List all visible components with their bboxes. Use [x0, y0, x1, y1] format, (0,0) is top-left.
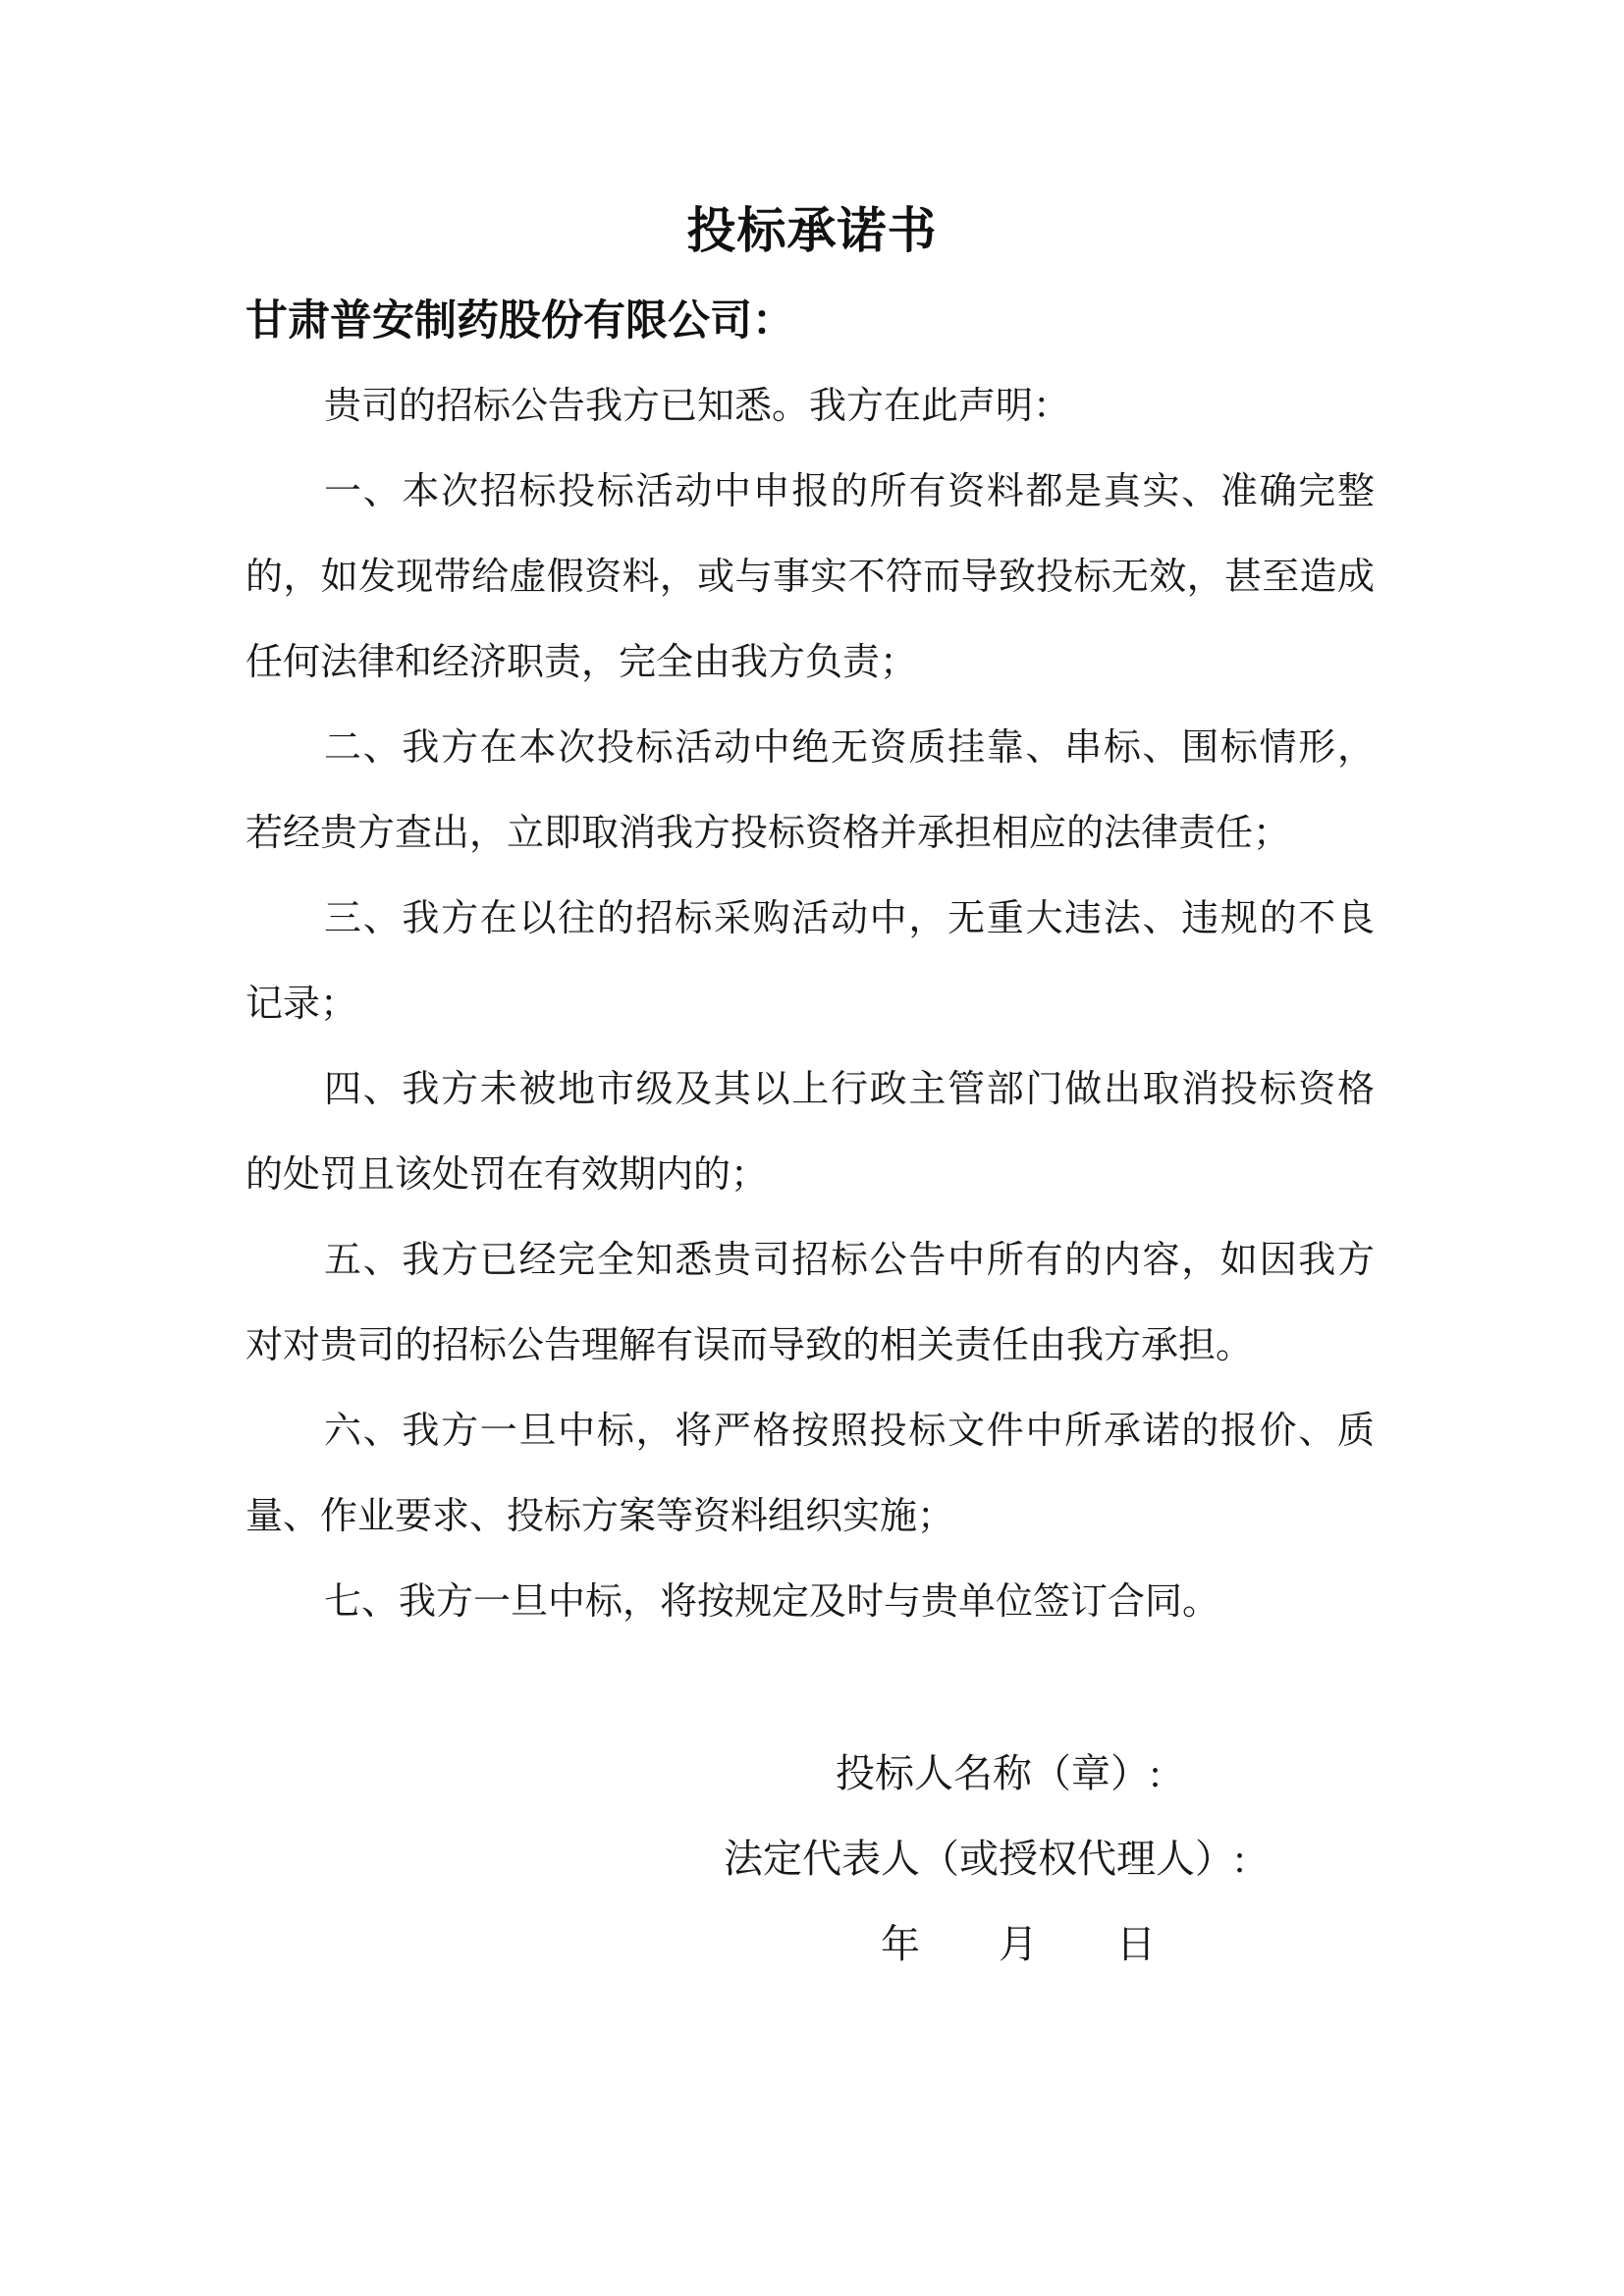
body-line: 的，如发现带给虚假资料，或与事实不符而导致投标无效，甚至造成: [245, 557, 1375, 598]
body-line: 一、本次招标投标活动中申报的所有资料都是真实、准确完整: [324, 471, 1375, 512]
body-line: 五、我方已经完全知悉贵司招标公告中所有的内容，如因我方: [324, 1240, 1375, 1281]
document-title: 投标承诺书: [686, 203, 938, 258]
body-line: 的处罚且该处罚在有效期内的；: [245, 1154, 769, 1196]
bidder-name-label: 投标人名称（章）:: [836, 1751, 1162, 1795]
body-line: 七、我方一旦中标，将按规定及时与贵单位签订合同。: [324, 1581, 1220, 1623]
body-line: 贵司的招标公告我方已知悉。我方在此声明：: [324, 386, 1071, 427]
body-line: 对对贵司的招标公告理解有误而导致的相关责任由我方承担。: [245, 1325, 1254, 1366]
legal-representative-label: 法定代表人（或授权代理人）:: [724, 1837, 1246, 1881]
addressee-line: 甘肃普安制药股份有限公司：: [245, 297, 794, 345]
body-line: 任何法律和经济职责，完全由我方负责；: [245, 642, 918, 683]
body-line: 四、我方未被地市级及其以上行政主管部门做出取消投标资格: [324, 1069, 1375, 1110]
body-line: 六、我方一旦中标，将严格按照投标文件中所承诺的报价、质: [324, 1411, 1375, 1452]
body-line: 三、我方在以往的招标采购活动中，无重大违法、违规的不良: [324, 898, 1375, 939]
document-body: [245, 364, 1375, 1987]
blank-line: [245, 1645, 1375, 1731]
body-line: 量、作业要求、投标方案等资料组织实施；: [245, 1496, 955, 1537]
date-line: 年 月 日: [881, 1922, 1156, 1966]
body-line: 二、我方在本次投标活动中绝无资质挂靠、串标、围标情形，: [324, 727, 1375, 769]
body-line: 记录；: [245, 984, 358, 1025]
body-line: 若经贵方查出，立即取消我方投标资格并承担相应的法律责任；: [245, 813, 1291, 854]
